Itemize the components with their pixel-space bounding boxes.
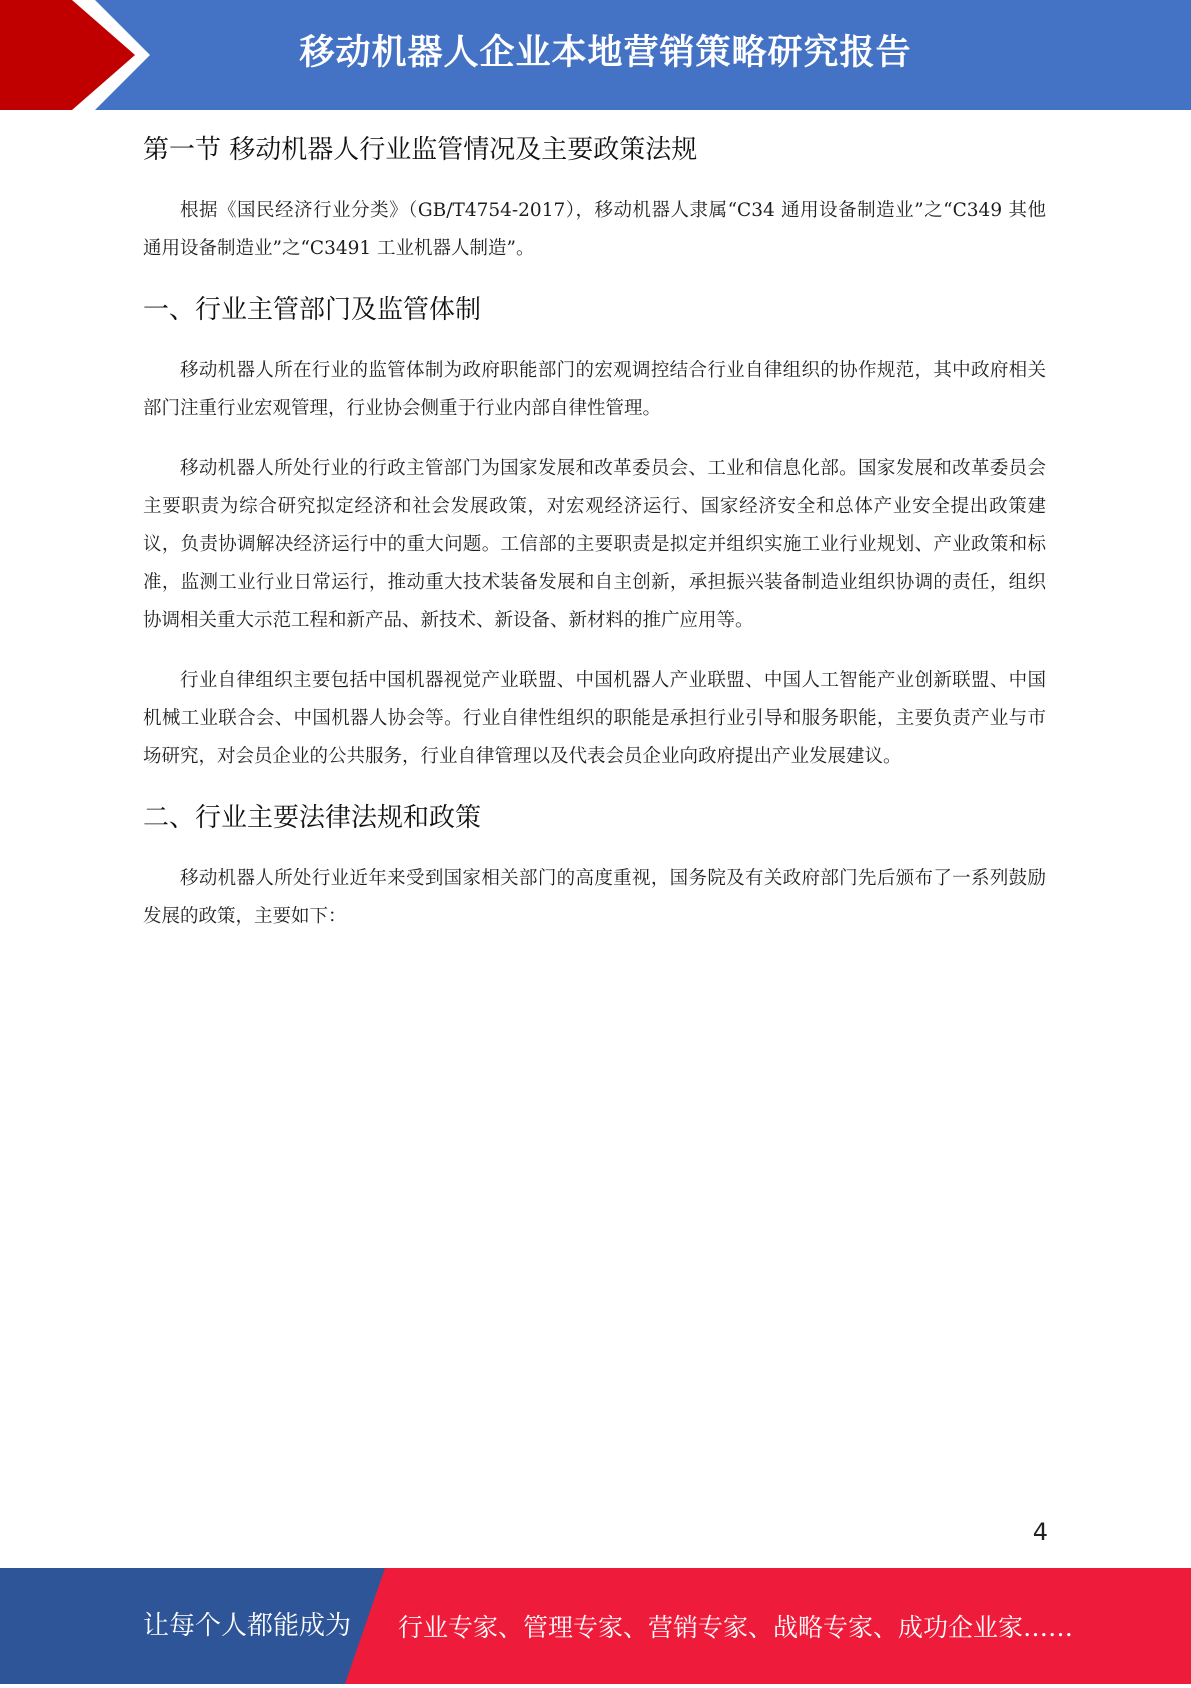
subsection-title-regulation: 一、行业主管部门及监管体制 <box>143 295 482 325</box>
header-banner <box>0 0 1191 110</box>
footer-slogan-right: 行业专家、管理专家、营销专家、战略专家、成功企业家…… <box>398 1613 1074 1642</box>
document-body <box>143 130 1046 958</box>
report-title: 移动机器人企业本地营销策略研究报告 <box>299 33 912 73</box>
paragraph-regulation-system: 移动机器人所在行业的监管体制为政府职能部门的宏观调控结合行业自律组织的协作规范，其中政府相关部门注重行业宏观管理，行业协会侧重于行业内部自律性管理。 <box>143 360 1046 419</box>
paragraph-authorities: 移动机器人所处行业的行政主管部门为国家发展和改革委员会、工业和信息化部。国家发展和改革委员会主要职责为综合研究拟定经济和社会发展政策，对宏观经济运行、国家经济安全和总体产业安全提出政策建议，负责协调解决经济运行中的重大问题。工信部的主要职责是拟定并组织实施工业行业规划、产业政策和标准，监测工业行业日常运行，推动重大技术装备发展和自主创新，承担振兴装备制造业组织协调的责任，组织协调相关重大示范工程和新产品、新技术、新设备、新材料的推广应用等。 <box>143 458 1046 631</box>
subsection-title-policies: 二、行业主要法律法规和政策 <box>143 803 482 833</box>
section-title: 第一节 移动机器人行业监管情况及主要政策法规 <box>143 135 698 165</box>
footer-slogan-left: 让每个人都能成为 <box>143 1611 352 1641</box>
footer-banner <box>0 1568 1191 1684</box>
intro-paragraph: 根据《国民经济行业分类》（GB/T4754-2017），移动机器人隶属“C34 通用设备制造业”之“C349 其他通用设备制造业”之“C3491 工业机器人制造”。 <box>143 200 1046 259</box>
paragraph-policies: 移动机器人所处行业近年来受到国家相关部门的高度重视，国务院及有关政府部门先后颁布了一系列鼓励发展的政策，主要如下： <box>143 868 1046 927</box>
paragraph-self-regulatory: 行业自律组织主要包括中国机器视觉产业联盟、中国机器人产业联盟、中国人工智能产业创新联盟、中国机械工业联合会、中国机器人协会等。行业自律性组织的职能是承担行业引导和服务职能，主要负责产业与市场研究，对会员企业的公共服务，行业自律管理以及代表会员企业向政府提出产业发展建议。 <box>143 670 1046 767</box>
page-number: 4 <box>1032 1518 1048 1546</box>
